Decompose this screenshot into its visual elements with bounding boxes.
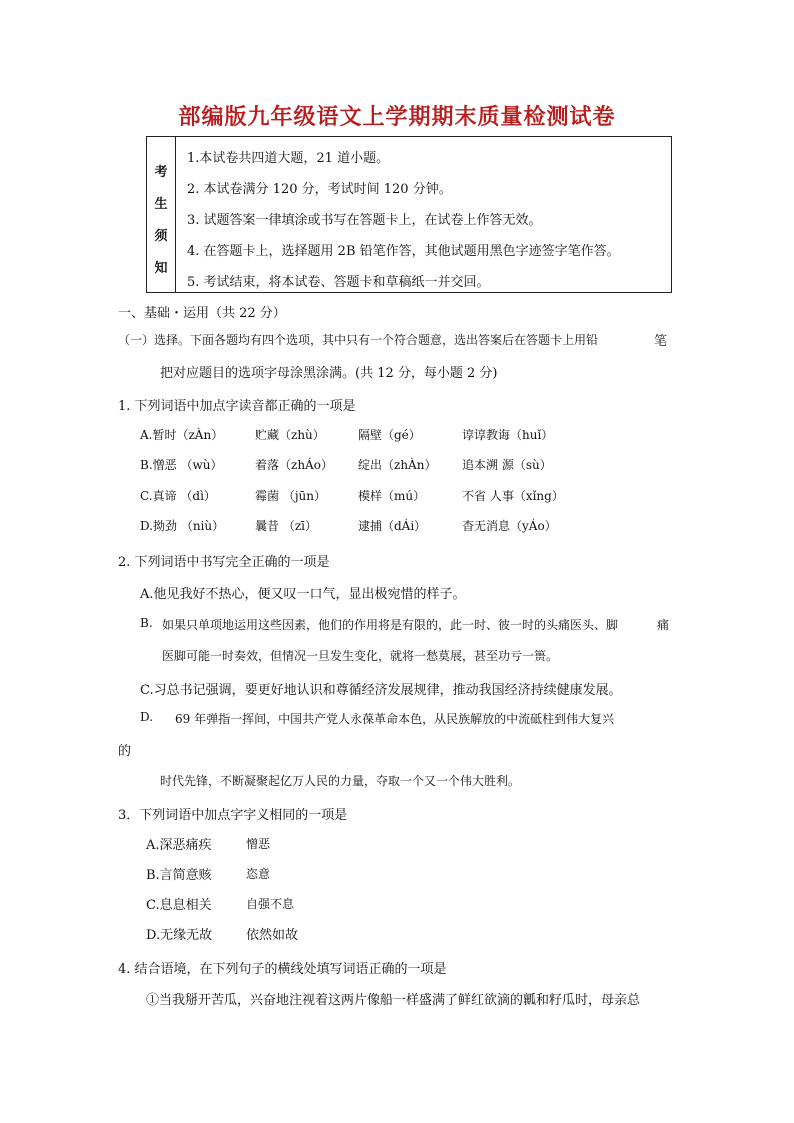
option-cell: 贮藏（zhù）	[255, 428, 325, 442]
option-cell: 杳无消息（yÁo）	[462, 519, 557, 533]
option-cell: D.无缘无故	[146, 928, 213, 943]
notice-item: 4. 在答题卡上，选择题用 2B 铅笔作答，其他试题用黑色字迹签字笔作答。	[187, 244, 620, 259]
notice-item: 2. 本试卷满分 120 分，考试时间 120 分钟。	[187, 182, 452, 197]
option-cell: C.息息相关	[146, 898, 212, 913]
notice-label-char: 生	[154, 197, 168, 212]
option-cell: 曩昔 （zī）	[255, 519, 317, 533]
part-instruction: （一）选择。下面各题均有四个选项，其中只有一个符合题意，选出答案后在答题卡上用铅	[118, 333, 599, 347]
option-cell: 霉菌 （jūn）	[255, 489, 326, 503]
option-d-wrap: 的	[118, 744, 132, 759]
part-instruction-tail: 笔	[654, 334, 668, 349]
notice-item: 5. 考试结束，将本试卷、答题卡和草稿纸一并交回。	[187, 275, 490, 290]
option-d: 时代先锋，不断凝聚起亿万人民的力量，夺取一个又一个伟大胜利。	[160, 774, 521, 788]
option-c: C.习总书记强调，要更好地认识和尊循经济发展规律，推动我国经济持续健康发展。	[140, 683, 622, 698]
question-text: ①当我掰开苦瓜，兴奋地注视着这两片像船一样盛满了鲜红欲滴的瓤和籽瓜时，母亲总	[146, 993, 641, 1008]
question-stem: 4. 结合语境，在下列句子的横线处填写词语正确的一项是	[118, 962, 447, 977]
option-cell: B.憎恶 （wù）	[140, 458, 223, 472]
option-cell: 依然如故	[246, 928, 299, 943]
option-cell: 谆谆教诲（huǐ）	[462, 428, 554, 442]
option-b-tail: 痛	[657, 618, 670, 632]
question-stem: 2. 下列词语中书写完全正确的一项是	[118, 555, 330, 570]
notice-box	[146, 136, 672, 293]
option-cell: 恣意	[246, 867, 271, 881]
option-cell: 追本溯 源（sù）	[462, 458, 552, 472]
notice-item: 1.本试卷共四道大题，21 道小题。	[187, 151, 390, 166]
option-cell: 隔壁（gé）	[358, 428, 421, 442]
option-cell: 绽出（zhÀn）	[358, 458, 437, 472]
option-cell: A.暂时（zÀn）	[140, 428, 224, 442]
option-b: 如果只单项地运用这些因素，他们的作用将是有限的，此一时、彼一时的头痛医头、脚	[162, 618, 619, 632]
option-label: D.	[140, 710, 154, 724]
option-cell: D.拗劲 （niù）	[140, 519, 225, 533]
option-d: 69 年弹指一挥间，中国共产党人永葆革命本色，从民族解放的中流砥柱到伟大复兴	[175, 712, 615, 726]
question-stem: 1. 下列词语中加点字读音都正确的一项是	[118, 399, 356, 414]
question-stem: 3．下列词语中加点字字义相同的一项是	[118, 808, 348, 823]
option-cell: 自强不息	[246, 897, 295, 911]
option-cell: 着落（zhÁo）	[255, 458, 333, 472]
notice-label-char: 须	[154, 229, 168, 244]
notice-label-char: 知	[154, 261, 168, 276]
option-cell: A.深恶痛疾	[146, 838, 212, 853]
page-title: 部编版九年级语文上学期期末质量检测试卷	[178, 105, 616, 130]
notice-item: 3. 试题答案一律填涂或书写在答题卡上，在试卷上作答无效。	[187, 213, 542, 228]
option-cell: 不省 人事（xǐng）	[462, 489, 564, 503]
option-cell: 憎恶	[246, 837, 271, 851]
part-instruction: 把对应题目的选项字母涂黑涂满。(共 12 分，每小题 2 分)	[160, 366, 498, 381]
notice-label	[147, 137, 176, 292]
notice-label-char: 考	[154, 165, 168, 180]
option-b: 医脚可能一时奏效，但情况一旦发生变化，就将一愁莫展，甚至功亏一篑。	[162, 649, 559, 663]
option-cell: 逮捕（dÁi）	[358, 519, 427, 533]
option-a: A.他见我好不热心，便又叹一口气，显出极宛惜的样子。	[140, 587, 466, 602]
option-cell: 模样（mú）	[358, 489, 426, 503]
option-label: B.	[140, 616, 153, 630]
option-cell: B.言简意赅	[146, 868, 212, 883]
option-cell: C.真谛 （dì）	[140, 489, 216, 503]
section-heading: 一、基础・运用（共 22 分）	[118, 306, 286, 321]
